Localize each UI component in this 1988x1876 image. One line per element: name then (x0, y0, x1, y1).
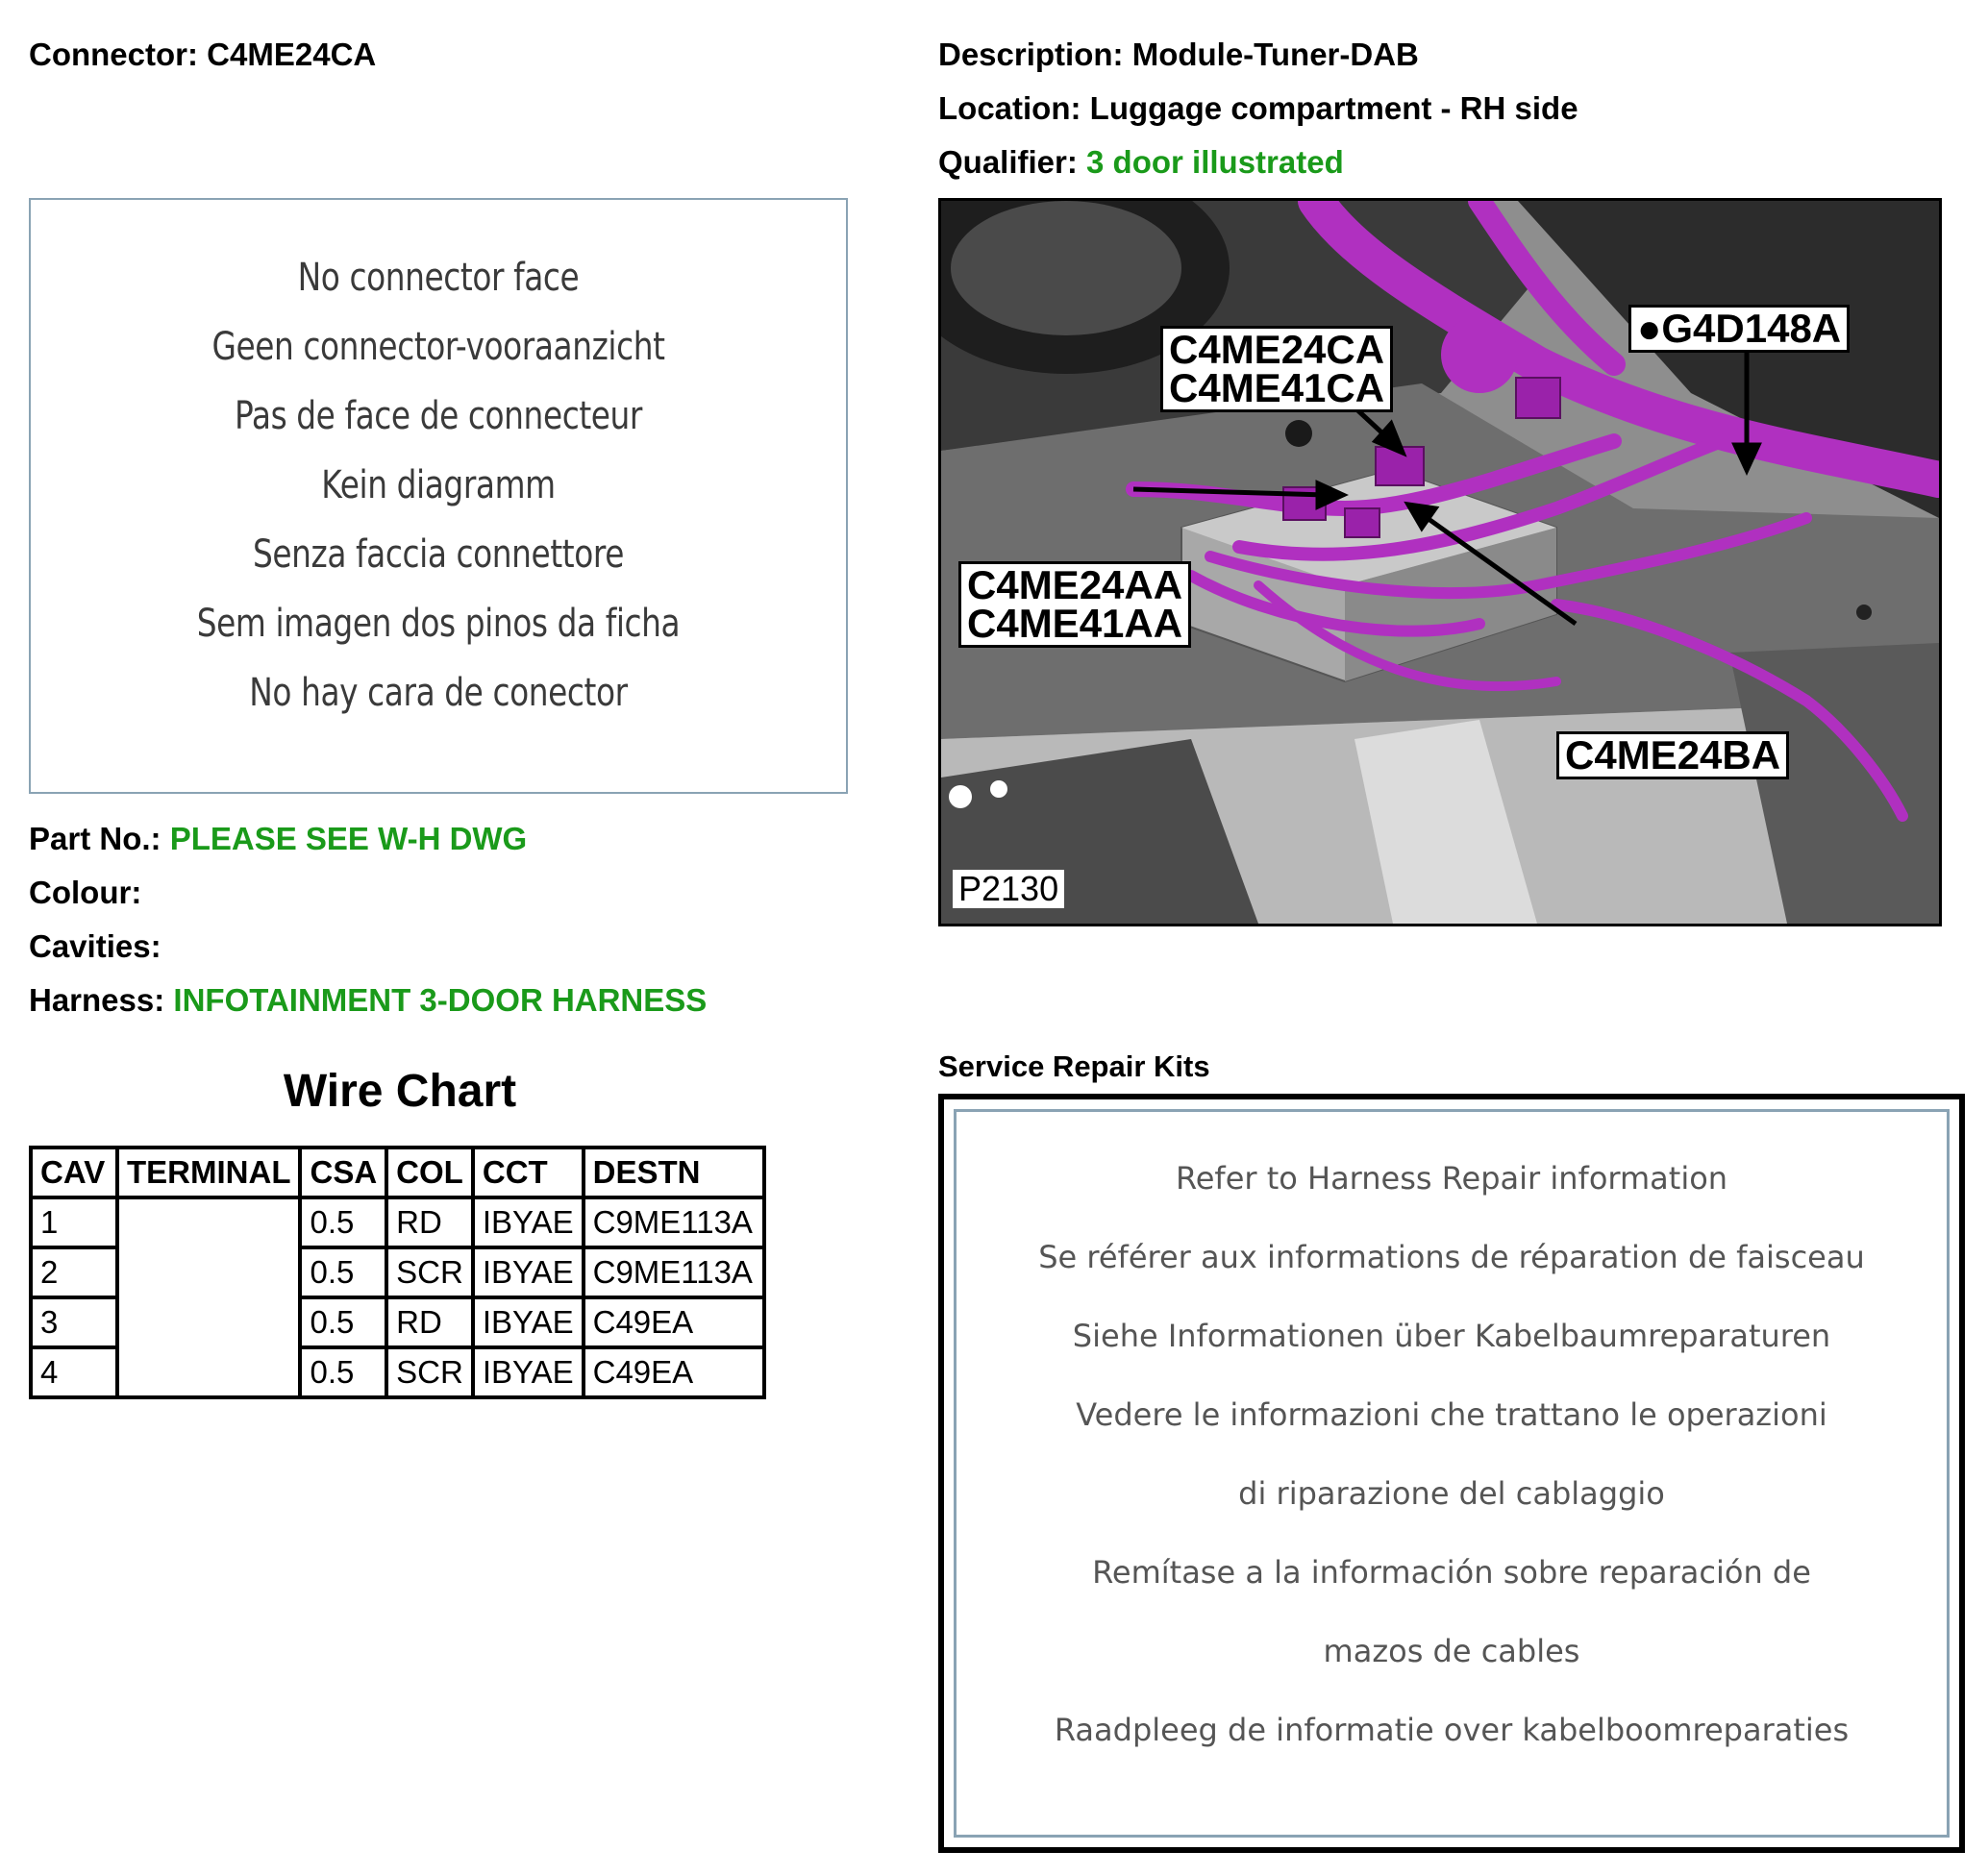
part-no-label: Part No.: (29, 821, 162, 856)
harness-field (29, 982, 707, 1019)
cell-destn: C9ME113A (584, 1247, 764, 1297)
srk-line: Se référer aux informations de réparation de faisceau (1038, 1239, 1865, 1275)
col-header-cct: CCT (473, 1148, 584, 1197)
cell-cct: IBYAE (473, 1247, 584, 1297)
colour-field (29, 875, 141, 911)
srk-line: Siehe Informationen über Kabelbaumreparaturen (1072, 1318, 1831, 1354)
cell-cav: 1 (31, 1197, 117, 1247)
connector-field (29, 37, 376, 73)
cell-destn: C49EA (584, 1297, 764, 1347)
col-header-csa: CSA (300, 1148, 386, 1197)
table-header-row (31, 1148, 764, 1197)
callout-c4me24aa-c4me41aa: C4ME24AA C4ME41AA (958, 561, 1191, 648)
col-header-terminal: TERMINAL (117, 1148, 300, 1197)
callout-c4me24ca-c4me41ca: C4ME24CA C4ME41CA (1160, 326, 1393, 412)
cell-destn: C9ME113A (584, 1197, 764, 1247)
cell-col: SCR (386, 1347, 473, 1397)
col-header-destn: DESTN (584, 1148, 764, 1197)
location-field (938, 90, 1578, 127)
colour-label: Colour: (29, 875, 142, 910)
connector-label: Connector: (29, 37, 198, 72)
service-repair-kits-box (938, 1094, 1965, 1853)
srk-line: Remítase a la información sobre reparación de (1092, 1554, 1811, 1591)
harness-value: INFOTAINMENT 3-DOOR HARNESS (173, 982, 708, 1018)
part-no-field (29, 821, 527, 857)
ncf-line: No hay cara de conector (249, 671, 628, 715)
description-label: Description: (938, 37, 1124, 72)
cell-terminal (117, 1197, 300, 1397)
cell-cav: 3 (31, 1297, 117, 1347)
wire-chart-table (29, 1146, 766, 1399)
qualifier-label: Qualifier: (938, 144, 1078, 180)
cell-col: RD (386, 1197, 473, 1247)
qualifier-field (938, 144, 1344, 181)
cell-csa: 0.5 (300, 1197, 386, 1247)
qualifier-value: 3 door illustrated (1086, 144, 1344, 180)
callout-c4me24ba: C4ME24BA (1556, 731, 1789, 779)
ncf-line: Senza faccia connettore (252, 532, 625, 577)
callout-g4d148a: ●G4D148A (1628, 305, 1850, 353)
service-repair-kits-inner (954, 1109, 1950, 1838)
srk-line: Refer to Harness Repair information (1175, 1160, 1728, 1197)
service-repair-kits-title: Service Repair Kits (938, 1049, 1210, 1083)
harness-label: Harness: (29, 982, 165, 1018)
cell-csa: 0.5 (300, 1347, 386, 1397)
srk-line: Raadpleeg de informatie over kabelboomreparaties (1054, 1712, 1850, 1748)
cell-cct: IBYAE (473, 1347, 584, 1397)
srk-line: mazos de cables (1323, 1633, 1580, 1669)
srk-line: di riparazione del cablaggio (1238, 1475, 1665, 1512)
col-header-col: COL (386, 1148, 473, 1197)
table-row (31, 1197, 764, 1247)
description-field (938, 37, 1419, 73)
no-connector-face-box (29, 198, 848, 794)
cell-col: RD (386, 1297, 473, 1347)
col-header-cav: CAV (31, 1148, 117, 1197)
ncf-line: Kein diagramm (321, 463, 556, 507)
location-label: Location: (938, 90, 1081, 126)
cell-destn: C49EA (584, 1347, 764, 1397)
cavities-label: Cavities: (29, 928, 162, 964)
cavities-field (29, 928, 162, 965)
cell-csa: 0.5 (300, 1247, 386, 1297)
connector-value: C4ME24CA (207, 37, 377, 72)
cell-cct: IBYAE (473, 1197, 584, 1247)
cell-csa: 0.5 (300, 1297, 386, 1347)
ncf-line: Pas de face de connecteur (234, 394, 643, 438)
srk-line: Vedere le informazioni che trattano le operazioni (1076, 1396, 1827, 1433)
ncf-line: Geen connector-vooraanzicht (211, 325, 665, 369)
location-photo (938, 198, 1942, 926)
ncf-line: No connector face (297, 256, 580, 300)
ncf-line: Sem imagen dos pinos da ficha (196, 602, 681, 646)
part-no-value: PLEASE SEE W-H DWG (169, 821, 528, 856)
cell-cct: IBYAE (473, 1297, 584, 1347)
cell-cav: 4 (31, 1347, 117, 1397)
location-value: Luggage compartment - RH side (1089, 90, 1578, 126)
wire-chart-title: Wire Chart (283, 1066, 517, 1117)
photo-reference: P2130 (953, 870, 1064, 908)
description-value: Module-Tuner-DAB (1131, 37, 1419, 72)
cell-cav: 2 (31, 1247, 117, 1297)
cell-col: SCR (386, 1247, 473, 1297)
